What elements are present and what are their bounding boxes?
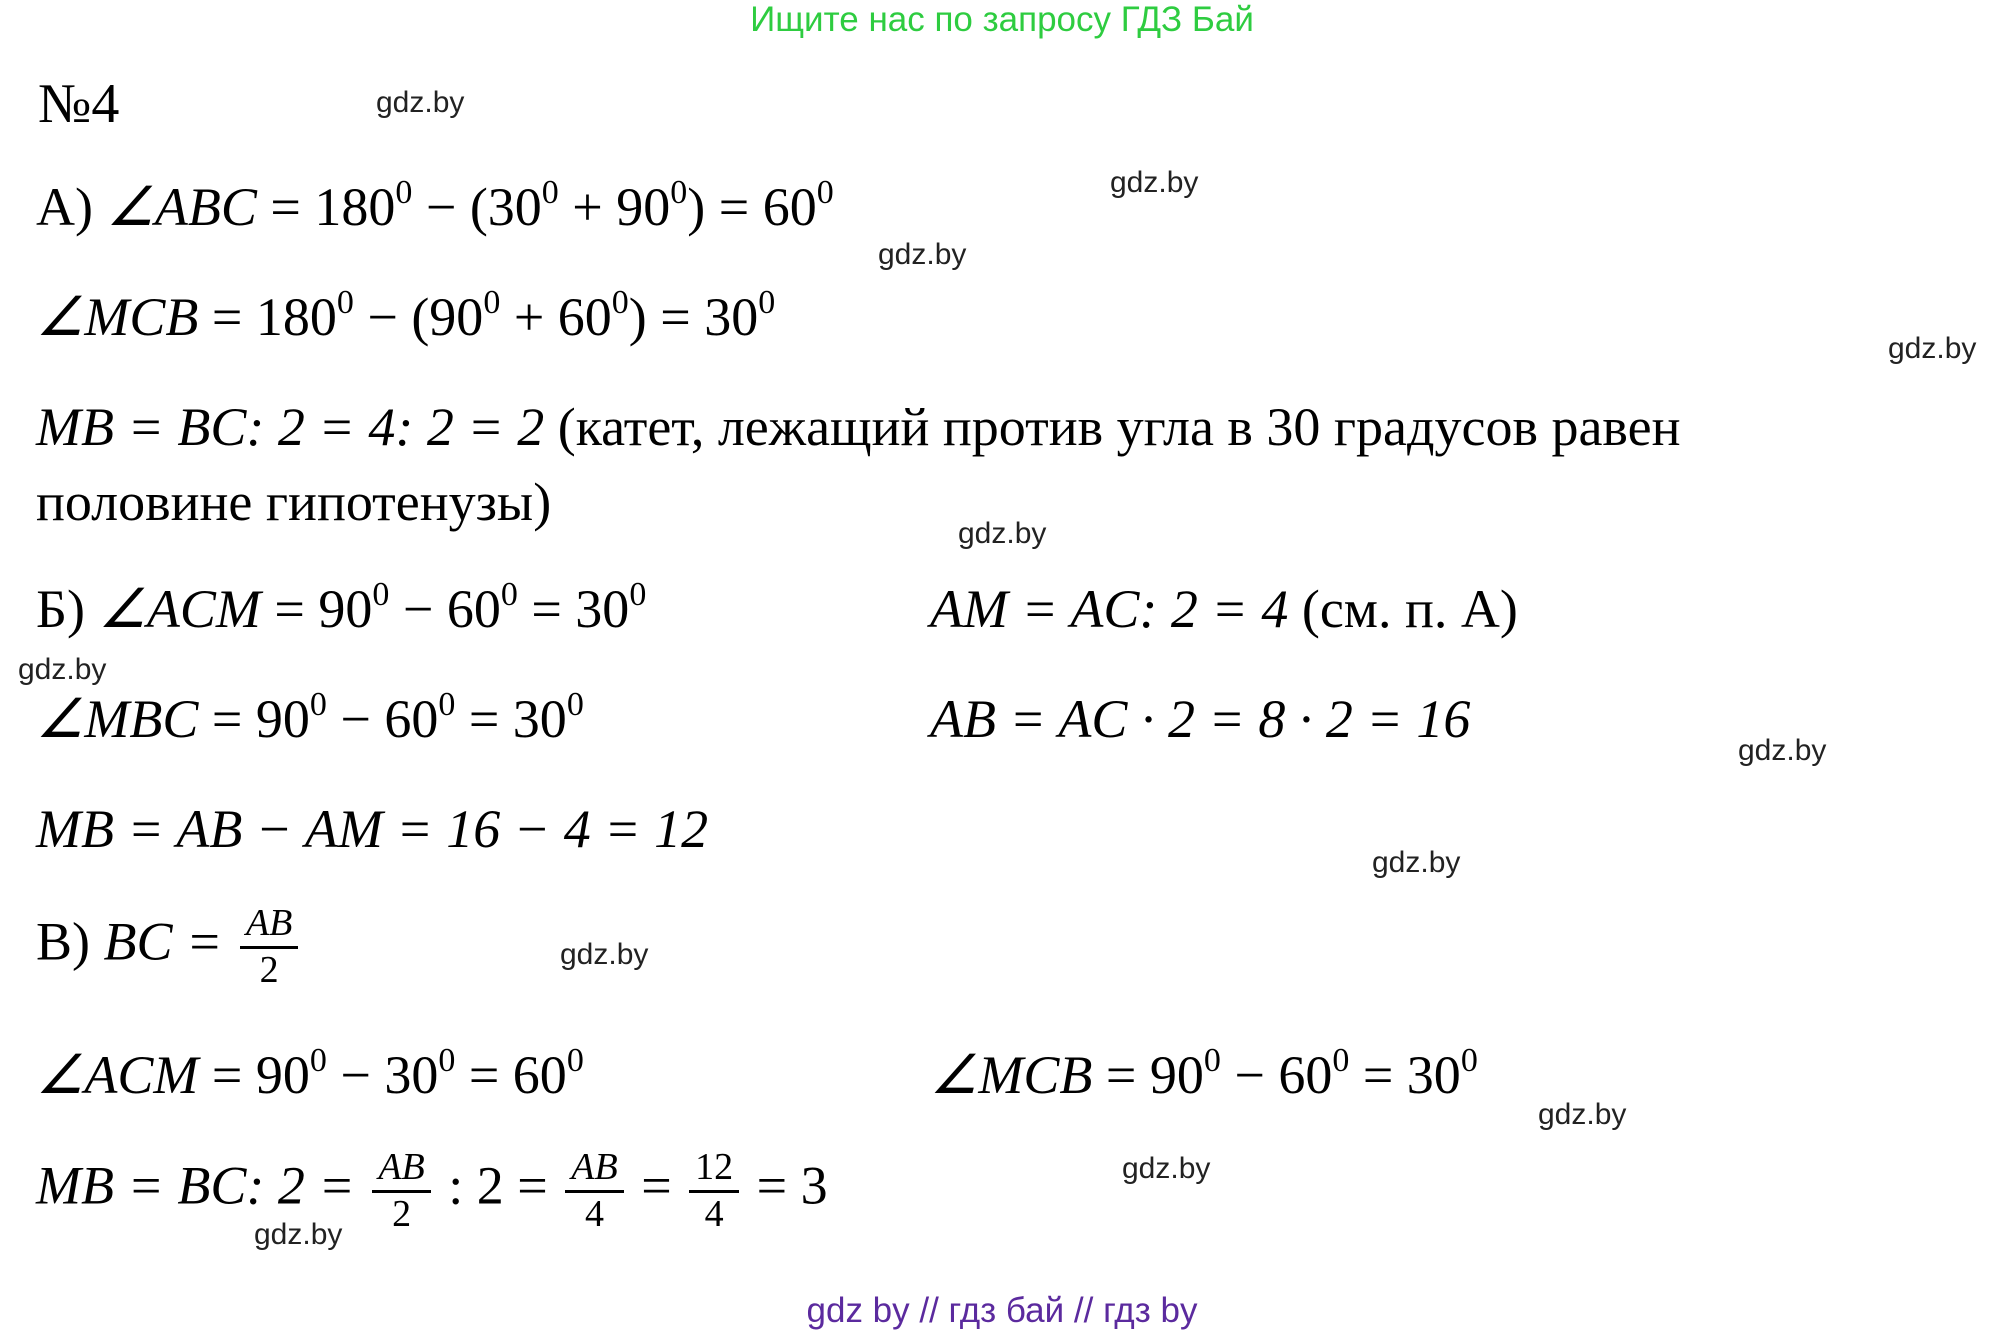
- fraction: [565, 1146, 623, 1236]
- part-b-line-2-left: [36, 686, 584, 749]
- expr-part: ) = 60: [687, 177, 817, 237]
- part-c-line-1: [36, 902, 302, 992]
- part-a-line-2: [36, 284, 776, 347]
- angle-mbc: ∠MBC: [36, 689, 199, 749]
- watermark: gdz.by: [1372, 846, 1461, 879]
- numerator: AB: [240, 902, 298, 949]
- denominator: 2: [392, 1192, 412, 1235]
- angle-acm: ∠ACM: [36, 1045, 199, 1105]
- part-c-line-2-right: [930, 1042, 1478, 1105]
- denominator: 2: [259, 948, 279, 991]
- expr-part: = 3: [756, 1155, 828, 1216]
- part-a-line-4: половине гипотенузы): [36, 472, 552, 532]
- expr-part: = 90: [211, 1045, 310, 1105]
- watermark: gdz.by: [1538, 1098, 1627, 1131]
- expr-part: = 90: [1105, 1045, 1204, 1105]
- watermark: gdz.by: [1110, 166, 1199, 199]
- expr-part: : 2 =: [448, 1155, 548, 1216]
- angle-mcb: ∠MCB: [36, 287, 199, 347]
- expr-part: = 90: [274, 579, 373, 639]
- expr-part: = 30: [517, 579, 630, 639]
- ab-equation: AB = AC · 2 = 8 · 2 = 16: [930, 689, 1471, 749]
- degree-sup: 0: [670, 174, 688, 211]
- degree-sup: 0: [1332, 1042, 1350, 1079]
- expr-part: = 60: [455, 1045, 567, 1105]
- angle-abc: ∠ABC: [106, 177, 257, 237]
- fraction: [689, 1146, 739, 1236]
- expr-part: = 90: [211, 689, 310, 749]
- degree-sup: 0: [566, 1042, 584, 1079]
- part-b-line-1-right: [930, 579, 1518, 639]
- denominator: 4: [584, 1192, 604, 1235]
- numerator: AB: [372, 1146, 430, 1193]
- expr-part: =: [641, 1155, 672, 1216]
- footer-links: gdz by // гдз бай // гдз by: [806, 1291, 1198, 1330]
- degree-sup: 0: [372, 576, 390, 613]
- reference-note: (см. п. А): [1301, 579, 1518, 639]
- expr-part: − 60: [389, 579, 501, 639]
- bc-equation: BC =: [103, 911, 223, 972]
- expr-part: + 60: [500, 287, 612, 347]
- denominator: 4: [704, 1192, 724, 1235]
- degree-sup: 0: [395, 174, 413, 211]
- expr-part: − 60: [1220, 1045, 1333, 1105]
- part-b-line-3: [36, 799, 709, 859]
- mb-equation-start: MB = BC: 2 =: [36, 1155, 355, 1216]
- watermark: gdz.by: [1122, 1152, 1211, 1185]
- expr-part: + 90: [558, 177, 671, 237]
- degree-sup: 0: [483, 284, 501, 321]
- fraction: [240, 902, 298, 992]
- part-a-line-1: [36, 174, 834, 237]
- degree-sup: 0: [336, 284, 354, 321]
- degree-sup: 0: [816, 174, 834, 211]
- watermark: gdz.by: [254, 1218, 343, 1251]
- expr-part: − (90: [353, 287, 484, 347]
- expr-part: − (30: [412, 177, 542, 237]
- watermark: gdz.by: [958, 517, 1047, 550]
- expr-part: = 30: [455, 689, 567, 749]
- part-b-label: Б): [36, 579, 85, 639]
- numerator: 12: [689, 1146, 739, 1193]
- degree-sup: 0: [309, 686, 327, 723]
- degree-sup: 0: [500, 576, 518, 613]
- part-a-label: А): [36, 177, 93, 237]
- expr-part: − 30: [326, 1045, 439, 1105]
- angle-mcb: ∠MCB: [930, 1045, 1093, 1105]
- expr-part: ) = 30: [628, 287, 759, 347]
- watermark: gdz.by: [18, 653, 107, 686]
- degree-sup: 0: [438, 686, 456, 723]
- part-a-line-3: [36, 397, 1681, 457]
- part-b-line-1-left: [36, 576, 647, 639]
- degree-sup: 0: [1203, 1042, 1221, 1079]
- part-c-line-2-left: [36, 1042, 584, 1105]
- degree-sup: 0: [438, 1042, 456, 1079]
- numerator: AB: [565, 1146, 623, 1193]
- watermark: gdz.by: [878, 238, 967, 271]
- part-b-line-2-right: [930, 689, 1471, 749]
- degree-sup: 0: [541, 174, 559, 211]
- degree-sup: 0: [629, 576, 647, 613]
- am-equation: AM = AC: 2 = 4: [930, 579, 1289, 639]
- expr-part: = 180: [270, 177, 396, 237]
- degree-sup: 0: [1460, 1042, 1478, 1079]
- part-c-label: В): [36, 911, 90, 972]
- mb-equation: MB = AB − AM = 16 − 4 = 12: [36, 799, 709, 859]
- watermark: gdz.by: [1888, 332, 1977, 365]
- degree-sup: 0: [566, 686, 584, 723]
- part-c-line-3: [36, 1146, 828, 1236]
- degree-sup: 0: [758, 284, 776, 321]
- angle-acm: ∠ACM: [98, 579, 261, 639]
- fraction: [372, 1146, 430, 1236]
- watermark: gdz.by: [560, 938, 649, 971]
- leg-rule-note: (катет, лежащий против угла в 30 градусов равен: [557, 397, 1681, 457]
- watermark: gdz.by: [1738, 734, 1827, 767]
- mb-equation: MB = BC: 2 = 4: 2 = 2: [36, 397, 545, 457]
- search-hint-banner: Ищите нас по запросу ГДЗ Бай: [750, 0, 1254, 39]
- task-number: №4: [38, 73, 120, 135]
- expr-part: = 180: [211, 287, 337, 347]
- expr-part: − 60: [326, 689, 439, 749]
- degree-sup: 0: [611, 284, 629, 321]
- watermark: gdz.by: [376, 86, 465, 119]
- expr-part: = 30: [1349, 1045, 1461, 1105]
- degree-sup: 0: [309, 1042, 327, 1079]
